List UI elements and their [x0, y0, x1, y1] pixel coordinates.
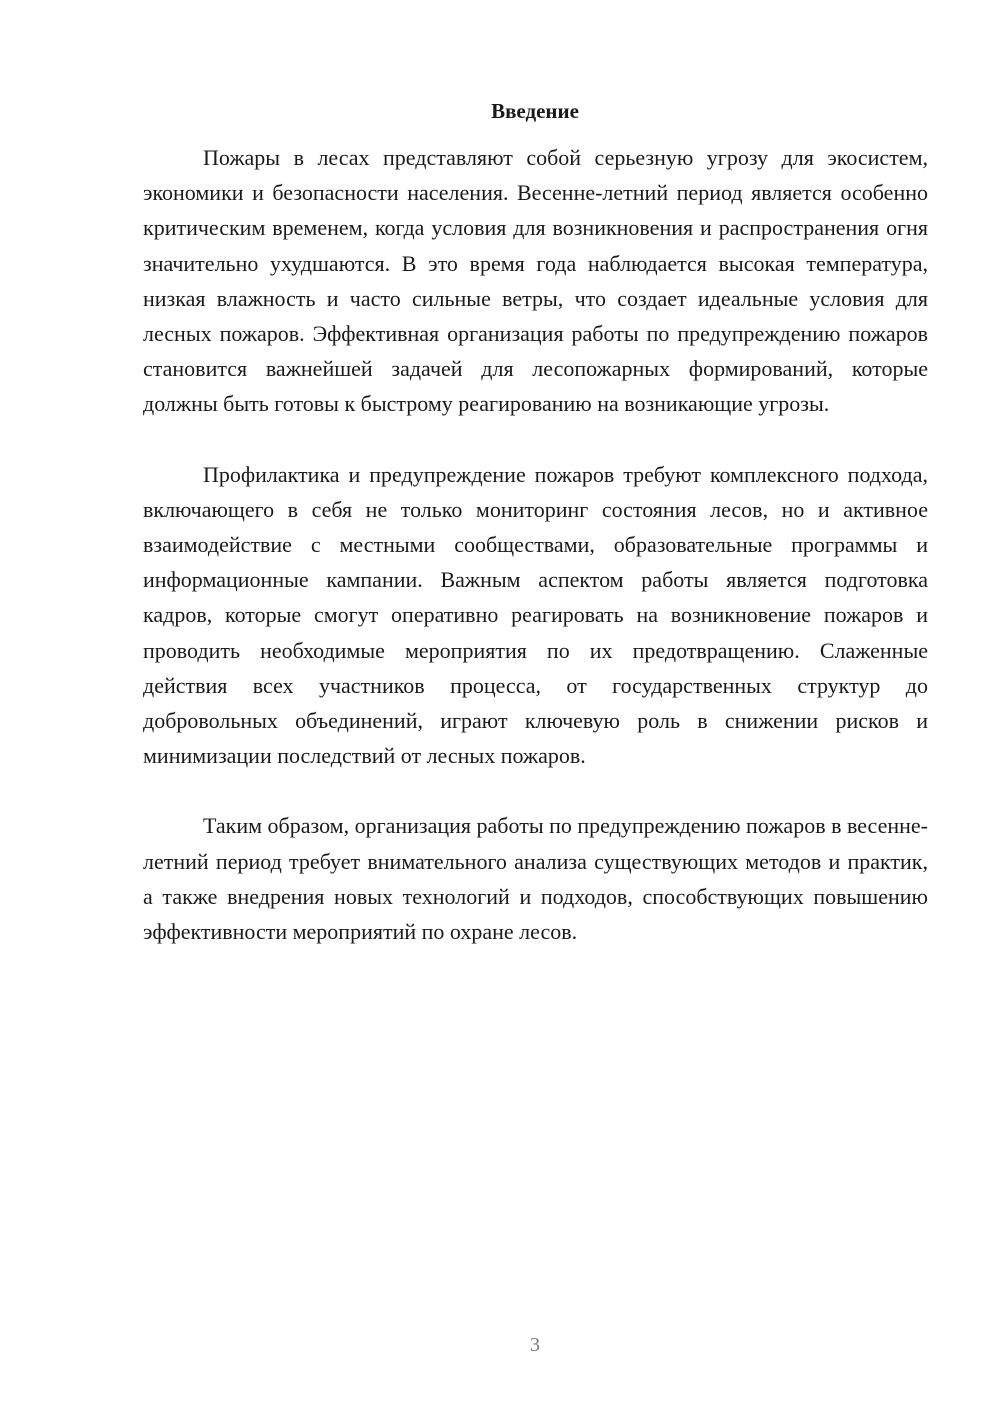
paragraph: Таким образом, организация работы по предупреждению пожаров в весенне-летний период требует внимательного анализа существующих методов и практик, а также внедрения новых технологий и подходов, способствующих повышению эффективности мероприятий по охране лесов.: [143, 813, 928, 945]
paragraph: Профилактика и предупреждение пожаров требуют комплексного подхода, включающего в себя не только мониторинг состояния лесов, но и активное взаимодействие с местными сообществами, образовательные программы и информационные кампании. Важным аспектом работы является подготовка кадров, которые смогут оперативно реагировать на возникновение пожаров и проводить необходимые мероприятия по их предотвращению. Слаженные действия всех участников процесса, от государственных структур до добровольных объединений, играют ключевую роль в снижении рисков и минимизации последствий от лесных пожаров.: [143, 461, 928, 769]
paragraph: Пожары в лесах представляют собой серьезную угрозу для экосистем, экономики и безопасности населения. Весенне-летний период является особенно критическим временем, когда условия для возникновения и распространения огня значительно ухудшаются. В это время года наблюдается высокая температура, низкая влажность и часто сильные ветры, что создает идеальные условия для лесных пожаров. Эффективная организация работы по предупреждению пожаров становится важнейшей задачей для лесопожарных формирований, которые должны быть готовы к быстрому реагированию на возникающие угрозы.: [143, 145, 928, 417]
body-text: [143, 140, 928, 984]
page-number: 3: [530, 1334, 540, 1356]
section-heading: Введение: [491, 99, 579, 123]
